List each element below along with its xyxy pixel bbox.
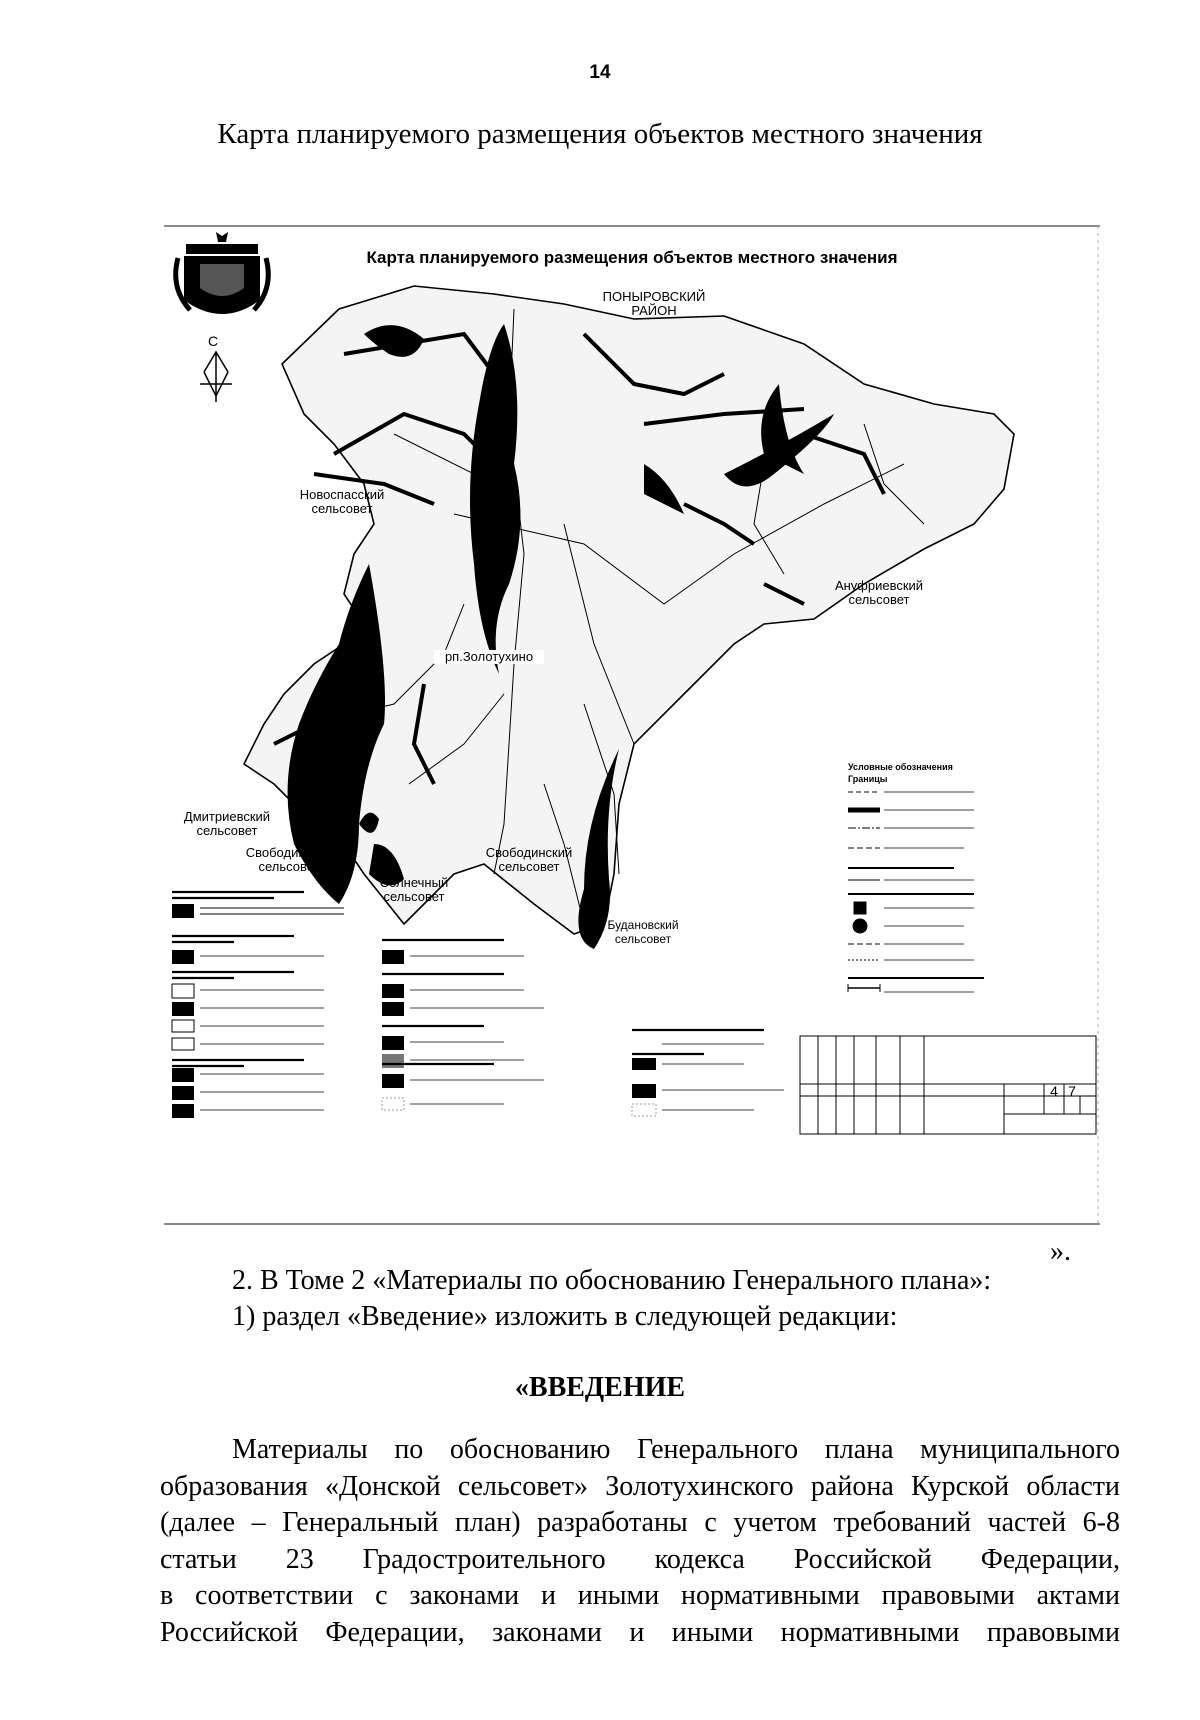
section-title: «ВВЕДЕНИЕ	[514, 1372, 686, 1403]
body-line: образования «Донской сельсовет» Золотухинского района Курской области	[160, 1470, 1120, 1502]
closing-quote: ».	[1050, 1236, 1071, 1267]
legend-borders: Границы	[848, 774, 888, 784]
coat-of-arms-icon	[176, 232, 269, 314]
label-solnechny: Солнечный сельсовет	[379, 875, 449, 904]
amend-line-1: 2. В Томе 2 «Материалы по обоснованию Генерального плана»:	[232, 1265, 992, 1296]
body-line: статьи 23 Градостроительного кодекса Российской Федерации,	[160, 1543, 1120, 1575]
stamp-sheet: 4	[1050, 1083, 1058, 1099]
north-mark: С	[208, 333, 219, 349]
label-svobodinsky-west: Свободинский сельсовет	[245, 845, 333, 874]
amend-line-2: 1) раздел «Введение» изложить в следующей редакции:	[232, 1301, 898, 1332]
map-title: Карта планируемого размещения объектов местного значения	[366, 248, 898, 267]
label-anufrievsky: Ануфриевский сельсовет	[834, 578, 924, 607]
label-budanovsky: Будановский сельсовет	[607, 918, 679, 946]
body-line: в соответствии с законами и иными нормативными правовыми актами	[160, 1580, 1120, 1611]
document-heading: Карта планируемого размещения объектов местного значения	[217, 118, 983, 150]
body-line: (далее – Генеральный план) разработаны с учетом требований частей 6-8	[160, 1507, 1120, 1538]
label-novospassky: Новоспасский сельсовет	[299, 487, 385, 516]
body-line: Российской Федерации, законами и иными нормативными правовыми	[160, 1616, 1120, 1648]
body-paragraph	[160, 1432, 1120, 1651]
label-ponyrovsky: ПОНЫРОВСКИЙ РАЙОН	[602, 289, 706, 318]
north-arrow-icon	[200, 352, 232, 402]
label-zolotukhino: рп.Золотухино	[434, 650, 544, 664]
legend-right-symbols	[848, 792, 880, 992]
body-line: Материалы по обоснованию Генерального плана муниципального	[232, 1434, 1120, 1465]
label-svobodinsky-east: Свободинский сельсовет	[485, 845, 573, 874]
page-number: 14	[589, 62, 611, 83]
legend-title: Условные обозначения	[848, 762, 953, 772]
stamp-sheets-total: 7	[1068, 1083, 1076, 1099]
label-dmitrievsky: Дмитриевский сельсовет	[183, 809, 271, 838]
map-figure	[164, 224, 1100, 1232]
